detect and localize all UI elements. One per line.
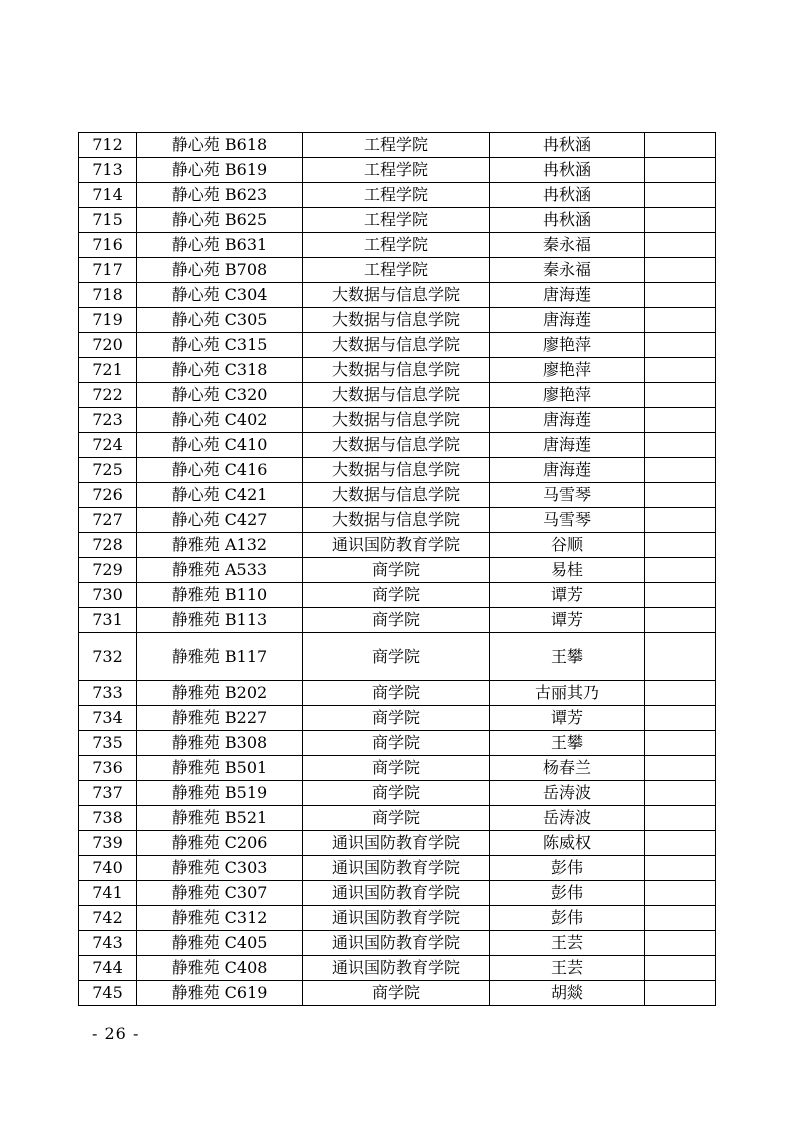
college-cell: 大数据与信息学院: [303, 408, 490, 433]
person-cell: 唐海莲: [490, 433, 645, 458]
college-cell: 商学院: [303, 981, 490, 1006]
room-cell: 静心苑 C421: [137, 483, 303, 508]
note-cell: [645, 408, 716, 433]
room-cell: 静雅苑 B113: [137, 608, 303, 633]
person-cell: 胡燚: [490, 981, 645, 1006]
person-cell: 王芸: [490, 956, 645, 981]
college-cell: 通识国防教育学院: [303, 956, 490, 981]
person-cell: 廖艳萍: [490, 358, 645, 383]
note-cell: [645, 681, 716, 706]
college-cell: 工程学院: [303, 183, 490, 208]
table-row: [79, 806, 716, 831]
table-row: [79, 333, 716, 358]
table-body: [79, 133, 716, 1006]
room-cell: 静雅苑 B501: [137, 756, 303, 781]
row-number-cell: 713: [79, 158, 137, 183]
room-cell: 静心苑 C320: [137, 383, 303, 408]
person-cell: 谭芳: [490, 608, 645, 633]
college-cell: 商学院: [303, 781, 490, 806]
row-number-cell: 733: [79, 681, 137, 706]
person-cell: 彭伟: [490, 881, 645, 906]
person-cell: 马雪琴: [490, 483, 645, 508]
room-cell: 静雅苑 B308: [137, 731, 303, 756]
row-number-cell: 737: [79, 781, 137, 806]
row-number-cell: 732: [79, 633, 137, 681]
college-cell: 大数据与信息学院: [303, 383, 490, 408]
room-cell: 静雅苑 B202: [137, 681, 303, 706]
room-cell: 静雅苑 B519: [137, 781, 303, 806]
college-cell: 大数据与信息学院: [303, 458, 490, 483]
table-row: [79, 408, 716, 433]
college-cell: 通识国防教育学院: [303, 856, 490, 881]
person-cell: 唐海莲: [490, 458, 645, 483]
row-number-cell: 734: [79, 706, 137, 731]
college-cell: 商学院: [303, 681, 490, 706]
note-cell: [645, 358, 716, 383]
table-row: [79, 383, 716, 408]
row-number-cell: 742: [79, 906, 137, 931]
row-number-cell: 723: [79, 408, 137, 433]
note-cell: [645, 558, 716, 583]
row-number-cell: 724: [79, 433, 137, 458]
table-row: [79, 756, 716, 781]
person-cell: 冉秋涵: [490, 183, 645, 208]
college-cell: 大数据与信息学院: [303, 433, 490, 458]
note-cell: [645, 756, 716, 781]
room-cell: 静心苑 C416: [137, 458, 303, 483]
college-cell: 大数据与信息学院: [303, 308, 490, 333]
person-cell: 谭芳: [490, 583, 645, 608]
note-cell: [645, 158, 716, 183]
person-cell: 陈威权: [490, 831, 645, 856]
note-cell: [645, 706, 716, 731]
row-number-cell: 722: [79, 383, 137, 408]
note-cell: [645, 608, 716, 633]
person-cell: 王芸: [490, 931, 645, 956]
person-cell: 冉秋涵: [490, 208, 645, 233]
table-row: [79, 731, 716, 756]
note-cell: [645, 856, 716, 881]
table-row: [79, 508, 716, 533]
table-row: [79, 608, 716, 633]
room-cell: 静心苑 C427: [137, 508, 303, 533]
row-number-cell: 738: [79, 806, 137, 831]
row-number-cell: 714: [79, 183, 137, 208]
row-number-cell: 735: [79, 731, 137, 756]
person-cell: 唐海莲: [490, 283, 645, 308]
note-cell: [645, 781, 716, 806]
person-cell: 古丽其乃: [490, 681, 645, 706]
college-cell: 商学院: [303, 706, 490, 731]
room-cell: 静心苑 C318: [137, 358, 303, 383]
college-cell: 通识国防教育学院: [303, 533, 490, 558]
person-cell: 谭芳: [490, 706, 645, 731]
college-cell: 工程学院: [303, 133, 490, 158]
college-cell: 商学院: [303, 731, 490, 756]
table-row: [79, 881, 716, 906]
table-row: [79, 458, 716, 483]
table-row: [79, 633, 716, 681]
room-cell: 静雅苑 C307: [137, 881, 303, 906]
table-row: [79, 856, 716, 881]
note-cell: [645, 458, 716, 483]
row-number-cell: 716: [79, 233, 137, 258]
person-cell: 唐海莲: [490, 308, 645, 333]
room-cell: 静雅苑 B117: [137, 633, 303, 681]
row-number-cell: 718: [79, 283, 137, 308]
person-cell: 冉秋涵: [490, 133, 645, 158]
row-number-cell: 720: [79, 333, 137, 358]
room-cell: 静雅苑 C206: [137, 831, 303, 856]
table-row: [79, 981, 716, 1006]
college-cell: 工程学院: [303, 208, 490, 233]
row-number-cell: 739: [79, 831, 137, 856]
note-cell: [645, 233, 716, 258]
note-cell: [645, 583, 716, 608]
college-cell: 大数据与信息学院: [303, 283, 490, 308]
college-cell: 大数据与信息学院: [303, 483, 490, 508]
college-cell: 工程学院: [303, 258, 490, 283]
row-number-cell: 731: [79, 608, 137, 633]
table-row: [79, 433, 716, 458]
row-number-cell: 729: [79, 558, 137, 583]
note-cell: [645, 333, 716, 358]
row-number-cell: 725: [79, 458, 137, 483]
note-cell: [645, 931, 716, 956]
college-cell: 工程学院: [303, 158, 490, 183]
college-cell: 大数据与信息学院: [303, 333, 490, 358]
row-number-cell: 726: [79, 483, 137, 508]
table-row: [79, 781, 716, 806]
note-cell: [645, 831, 716, 856]
table-row: [79, 906, 716, 931]
college-cell: 通识国防教育学院: [303, 906, 490, 931]
row-number-cell: 736: [79, 756, 137, 781]
person-cell: 岳涛波: [490, 806, 645, 831]
note-cell: [645, 881, 716, 906]
person-cell: 廖艳萍: [490, 383, 645, 408]
room-cell: 静雅苑 B521: [137, 806, 303, 831]
room-cell: 静心苑 B631: [137, 233, 303, 258]
college-cell: 商学院: [303, 633, 490, 681]
room-cell: 静雅苑 C312: [137, 906, 303, 931]
table-row: [79, 233, 716, 258]
room-cell: 静心苑 C305: [137, 308, 303, 333]
college-cell: 工程学院: [303, 233, 490, 258]
note-cell: [645, 258, 716, 283]
note-cell: [645, 956, 716, 981]
table-row: [79, 308, 716, 333]
room-cell: 静雅苑 C303: [137, 856, 303, 881]
room-cell: 静心苑 C315: [137, 333, 303, 358]
college-cell: 通识国防教育学院: [303, 931, 490, 956]
room-cell: 静雅苑 C408: [137, 956, 303, 981]
room-cell: 静心苑 C402: [137, 408, 303, 433]
note-cell: [645, 906, 716, 931]
room-cell: 静心苑 C410: [137, 433, 303, 458]
person-cell: 冉秋涵: [490, 158, 645, 183]
note-cell: [645, 731, 716, 756]
row-number-cell: 730: [79, 583, 137, 608]
college-cell: 商学院: [303, 608, 490, 633]
row-number-cell: 728: [79, 533, 137, 558]
note-cell: [645, 981, 716, 1006]
college-cell: 通识国防教育学院: [303, 881, 490, 906]
room-cell: 静雅苑 A533: [137, 558, 303, 583]
room-cell: 静心苑 B623: [137, 183, 303, 208]
person-cell: 王攀: [490, 633, 645, 681]
college-cell: 商学院: [303, 558, 490, 583]
room-cell: 静心苑 B619: [137, 158, 303, 183]
room-cell: 静雅苑 A132: [137, 533, 303, 558]
person-cell: 廖艳萍: [490, 333, 645, 358]
table-row: [79, 533, 716, 558]
row-number-cell: 717: [79, 258, 137, 283]
person-cell: 王攀: [490, 731, 645, 756]
note-cell: [645, 183, 716, 208]
note-cell: [645, 483, 716, 508]
person-cell: 杨春兰: [490, 756, 645, 781]
room-cell: 静心苑 C304: [137, 283, 303, 308]
note-cell: [645, 433, 716, 458]
person-cell: 易桂: [490, 558, 645, 583]
table-row: [79, 258, 716, 283]
row-number-cell: 740: [79, 856, 137, 881]
college-cell: 商学院: [303, 583, 490, 608]
room-cell: 静雅苑 C619: [137, 981, 303, 1006]
person-cell: 彭伟: [490, 856, 645, 881]
note-cell: [645, 283, 716, 308]
college-cell: 大数据与信息学院: [303, 508, 490, 533]
table-row: [79, 133, 716, 158]
row-number-cell: 727: [79, 508, 137, 533]
table-row: [79, 558, 716, 583]
row-number-cell: 715: [79, 208, 137, 233]
note-cell: [645, 383, 716, 408]
table-row: [79, 831, 716, 856]
row-number-cell: 745: [79, 981, 137, 1006]
person-cell: 岳涛波: [490, 781, 645, 806]
table-row: [79, 283, 716, 308]
room-cell: 静心苑 B708: [137, 258, 303, 283]
table-row: [79, 706, 716, 731]
room-cell: 静雅苑 C405: [137, 931, 303, 956]
table-row: [79, 358, 716, 383]
note-cell: [645, 633, 716, 681]
note-cell: [645, 806, 716, 831]
room-assignment-table: [78, 132, 716, 1006]
person-cell: 谷顺: [490, 533, 645, 558]
table-row: [79, 583, 716, 608]
note-cell: [645, 533, 716, 558]
room-cell: 静心苑 B625: [137, 208, 303, 233]
table-row: [79, 681, 716, 706]
person-cell: 彭伟: [490, 906, 645, 931]
table-row: [79, 931, 716, 956]
college-cell: 大数据与信息学院: [303, 358, 490, 383]
college-cell: 通识国防教育学院: [303, 831, 490, 856]
row-number-cell: 743: [79, 931, 137, 956]
table-row: [79, 483, 716, 508]
page-number: - 26 -: [92, 1024, 140, 1043]
table-row: [79, 158, 716, 183]
table-row: [79, 956, 716, 981]
row-number-cell: 712: [79, 133, 137, 158]
note-cell: [645, 208, 716, 233]
person-cell: 唐海莲: [490, 408, 645, 433]
note-cell: [645, 308, 716, 333]
note-cell: [645, 133, 716, 158]
note-cell: [645, 508, 716, 533]
table-row: [79, 183, 716, 208]
row-number-cell: 741: [79, 881, 137, 906]
row-number-cell: 721: [79, 358, 137, 383]
table-row: [79, 208, 716, 233]
room-cell: 静雅苑 B227: [137, 706, 303, 731]
row-number-cell: 744: [79, 956, 137, 981]
row-number-cell: 719: [79, 308, 137, 333]
room-cell: 静雅苑 B110: [137, 583, 303, 608]
college-cell: 商学院: [303, 756, 490, 781]
room-cell: 静心苑 B618: [137, 133, 303, 158]
person-cell: 马雪琴: [490, 508, 645, 533]
person-cell: 秦永福: [490, 233, 645, 258]
college-cell: 商学院: [303, 806, 490, 831]
person-cell: 秦永福: [490, 258, 645, 283]
